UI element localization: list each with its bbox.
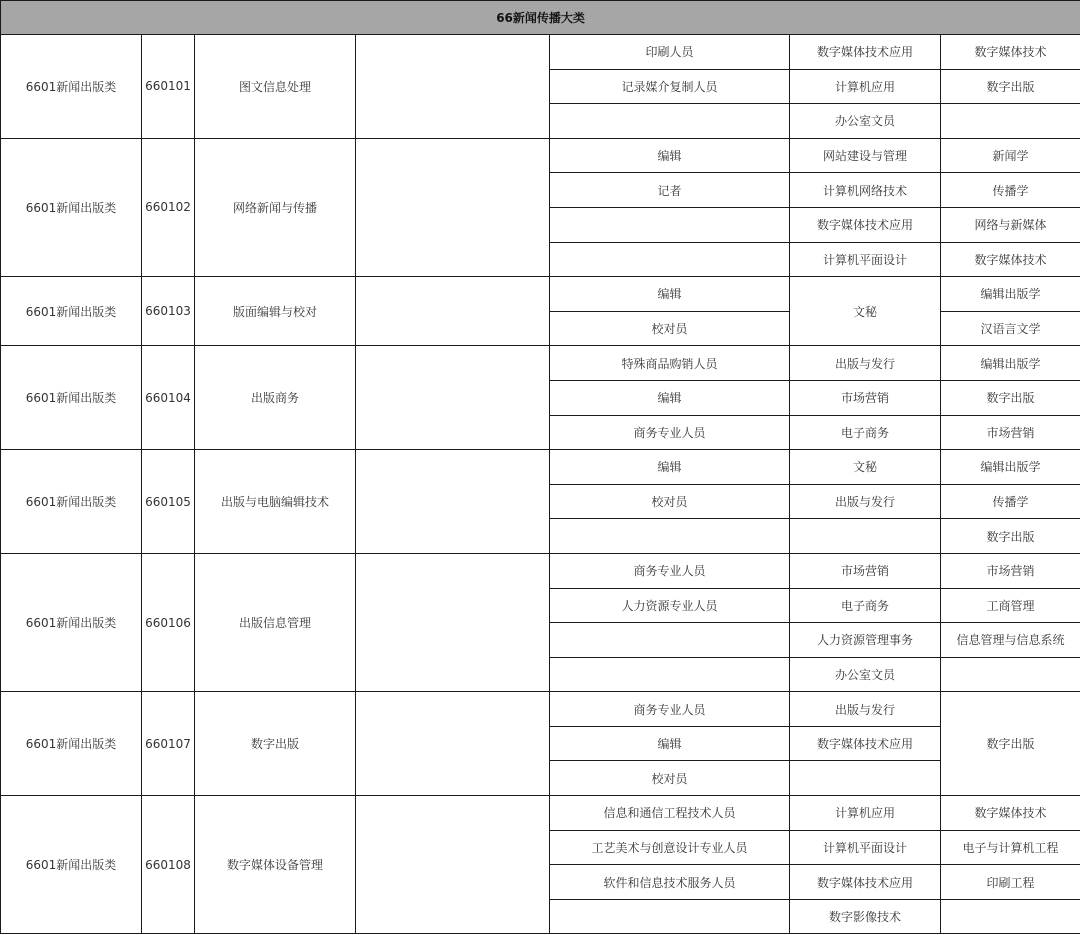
bachelor-cell: 数字媒体技术: [941, 35, 1080, 70]
occupation-cell: 人力资源专业人员: [550, 588, 790, 623]
category-cell: 6601新闻出版类: [1, 692, 142, 796]
major-cell: 出版信息管理: [195, 553, 356, 691]
category-cell: 6601新闻出版类: [1, 450, 142, 554]
major-cell: 数字出版: [195, 692, 356, 796]
blank-cell: [356, 35, 550, 139]
vocational-cell: 计算机平面设计: [790, 242, 941, 277]
blank-cell: [356, 692, 550, 796]
bachelor-cell: 数字媒体技术: [941, 796, 1080, 831]
bachelor-cell: 传播学: [941, 484, 1080, 519]
occupation-cell: 商务专业人员: [550, 415, 790, 450]
occupation-cell: 特殊商品购销人员: [550, 346, 790, 381]
bachelor-cell: 印刷工程: [941, 865, 1080, 900]
bachelor-cell: 编辑出版学: [941, 346, 1080, 381]
occupation-cell: 编辑: [550, 277, 790, 312]
blank-cell: [356, 553, 550, 691]
table-row: [1, 450, 1080, 485]
vocational-cell: [790, 519, 941, 554]
major-cell: 版面编辑与校对: [195, 277, 356, 346]
vocational-cell: 计算机平面设计: [790, 830, 941, 865]
table-row: [1, 277, 1080, 312]
vocational-cell: 市场营销: [790, 380, 941, 415]
bachelor-cell: 市场营销: [941, 553, 1080, 588]
occupation-cell: [550, 519, 790, 554]
occupation-cell: 记者: [550, 173, 790, 208]
major-cell: 数字媒体设备管理: [195, 796, 356, 934]
vocational-cell: 数字媒体技术应用: [790, 726, 941, 761]
occupation-cell: 信息和通信工程技术人员: [550, 796, 790, 831]
bachelor-cell: [941, 104, 1080, 139]
code-cell: 660106: [142, 553, 195, 691]
occupation-cell: 商务专业人员: [550, 692, 790, 727]
occupation-cell: 校对员: [550, 484, 790, 519]
vocational-cell: [790, 761, 941, 796]
bachelor-cell: 传播学: [941, 173, 1080, 208]
bachelor-cell: 汉语言文学: [941, 311, 1080, 346]
occupation-cell: 工艺美术与创意设计专业人员: [550, 830, 790, 865]
blank-cell: [356, 450, 550, 554]
table-row: [1, 553, 1080, 588]
vocational-cell: 出版与发行: [790, 484, 941, 519]
vocational-cell: 数字影像技术: [790, 899, 941, 934]
bachelor-cell: 编辑出版学: [941, 450, 1080, 485]
code-cell: 660108: [142, 796, 195, 934]
major-cell: 出版商务: [195, 346, 356, 450]
bachelor-cell: 网络与新媒体: [941, 207, 1080, 242]
vocational-cell: 出版与发行: [790, 346, 941, 381]
occupation-cell: [550, 207, 790, 242]
table-row: [1, 138, 1080, 173]
bachelor-cell: 信息管理与信息系统: [941, 623, 1080, 658]
occupation-cell: [550, 623, 790, 658]
bachelor-cell: 工商管理: [941, 588, 1080, 623]
category-cell: 6601新闻出版类: [1, 553, 142, 691]
occupation-cell: 编辑: [550, 450, 790, 485]
occupation-cell: 校对员: [550, 311, 790, 346]
occupation-cell: 印刷人员: [550, 35, 790, 70]
bachelor-cell: 新闻学: [941, 138, 1080, 173]
vocational-cell: 出版与发行: [790, 692, 941, 727]
category-cell: 6601新闻出版类: [1, 796, 142, 934]
table-row: [1, 346, 1080, 381]
occupation-cell: [550, 242, 790, 277]
blank-cell: [356, 277, 550, 346]
bachelor-cell: 数字出版: [941, 519, 1080, 554]
vocational-cell: 计算机应用: [790, 796, 941, 831]
occupation-cell: [550, 657, 790, 692]
bachelor-cell: 数字出版: [941, 692, 1080, 796]
bachelor-cell: 数字出版: [941, 380, 1080, 415]
vocational-cell: 网站建设与管理: [790, 138, 941, 173]
occupation-cell: 校对员: [550, 761, 790, 796]
occupation-cell: [550, 899, 790, 934]
occupation-cell: 商务专业人员: [550, 553, 790, 588]
occupation-cell: [550, 104, 790, 139]
code-cell: 660101: [142, 35, 195, 139]
major-cell: 图文信息处理: [195, 35, 356, 139]
blank-cell: [356, 346, 550, 450]
occupation-cell: 软件和信息技术服务人员: [550, 865, 790, 900]
occupation-cell: 编辑: [550, 138, 790, 173]
code-cell: 660107: [142, 692, 195, 796]
vocational-cell: 数字媒体技术应用: [790, 207, 941, 242]
category-cell: 6601新闻出版类: [1, 138, 142, 276]
vocational-cell: 文秘: [790, 450, 941, 485]
code-cell: 660102: [142, 138, 195, 276]
vocational-cell: 计算机网络技术: [790, 173, 941, 208]
vocational-cell: 电子商务: [790, 588, 941, 623]
major-cell: 网络新闻与传播: [195, 138, 356, 276]
vocational-cell: 办公室文员: [790, 104, 941, 139]
table-title: 66新闻传播大类: [1, 1, 1080, 35]
vocational-cell: 数字媒体技术应用: [790, 865, 941, 900]
occupation-cell: 编辑: [550, 726, 790, 761]
bachelor-cell: [941, 657, 1080, 692]
major-cell: 出版与电脑编辑技术: [195, 450, 356, 554]
vocational-cell: 文秘: [790, 277, 941, 346]
code-cell: 660103: [142, 277, 195, 346]
vocational-cell: 人力资源管理事务: [790, 623, 941, 658]
code-cell: 660104: [142, 346, 195, 450]
table-row: [1, 796, 1080, 831]
bachelor-cell: 编辑出版学: [941, 277, 1080, 312]
category-cell: 6601新闻出版类: [1, 346, 142, 450]
vocational-cell: 市场营销: [790, 553, 941, 588]
bachelor-cell: 数字出版: [941, 69, 1080, 104]
bachelor-cell: 电子与计算机工程: [941, 830, 1080, 865]
vocational-cell: 数字媒体技术应用: [790, 35, 941, 70]
bachelor-cell: 市场营销: [941, 415, 1080, 450]
table-row: [1, 35, 1080, 70]
category-cell: 6601新闻出版类: [1, 277, 142, 346]
code-cell: 660105: [142, 450, 195, 554]
vocational-cell: 计算机应用: [790, 69, 941, 104]
table-row: [1, 692, 1080, 727]
occupation-cell: 记录媒介复制人员: [550, 69, 790, 104]
vocational-cell: 电子商务: [790, 415, 941, 450]
bachelor-cell: 数字媒体技术: [941, 242, 1080, 277]
blank-cell: [356, 796, 550, 934]
category-cell: 6601新闻出版类: [1, 35, 142, 139]
vocational-cell: 办公室文员: [790, 657, 941, 692]
bachelor-cell: [941, 899, 1080, 934]
blank-cell: [356, 138, 550, 276]
occupation-cell: 编辑: [550, 380, 790, 415]
